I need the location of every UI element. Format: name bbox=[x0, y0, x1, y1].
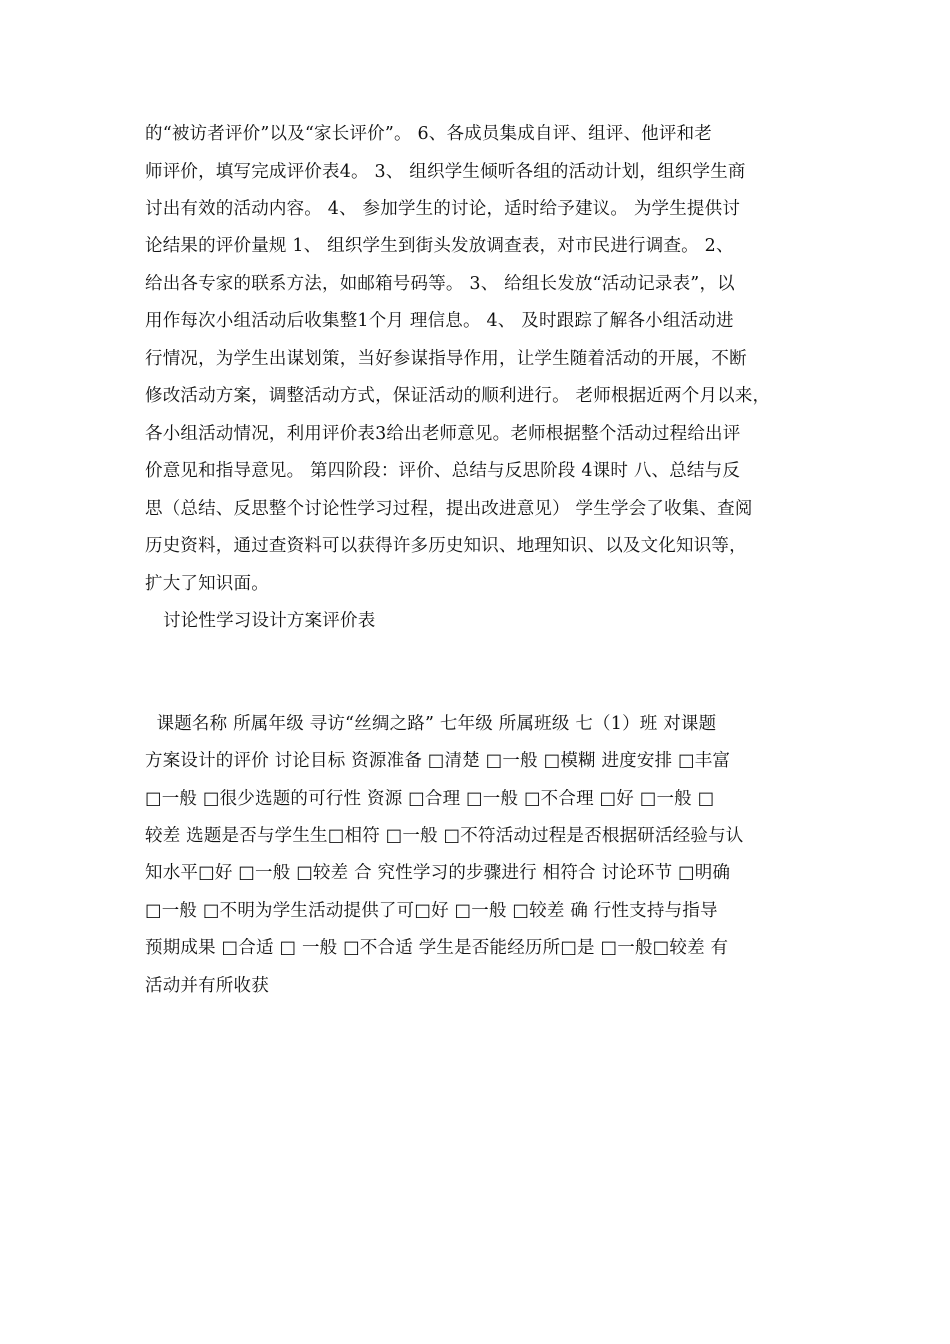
paragraph-line: 各小组活动情况，利用评价表3给出老师意见。老师根据整个活动过程给出评 bbox=[145, 424, 741, 444]
table-text-line: 活动并有所收获 bbox=[145, 976, 269, 996]
table-text-line: 较差 选题是否与学生生□相符 □一般 □不符活动过程是否根据研活经验与认 bbox=[145, 826, 744, 846]
table-text-line: □一般 □不明为学生活动提供了可□好 □一般 □较差 确 行性支持与指导 bbox=[145, 901, 718, 921]
paragraph-line: 行情况，为学生出谋划策，当好参谋指导作用，让学生随着活动的开展，不断 bbox=[145, 349, 747, 369]
table-text-line: □一般 □很少选题的可行性 资源 □合理 □一般 □不合理 □好 □一般 □ bbox=[145, 789, 715, 809]
paragraph-line: 思（总结、反思整个讨论性学习过程，提出改进意见） 学生学会了收集、查阅 bbox=[145, 499, 753, 519]
paragraph-line: 扩大了知识面。 bbox=[145, 574, 269, 594]
paragraph-line: 给出各专家的联系方法，如邮箱号码等。 3、 给组长发放“活动记录表”，以 bbox=[145, 274, 735, 294]
table-text-line: 预期成果 □合适 □ 一般 □不合适 学生是否能经历所□是 □一般□较差 有 bbox=[145, 938, 729, 958]
table-text-line: 课题名称 所属年级 寻访“丝绸之路” 七年级 所属班级 七（1）班 对课题 bbox=[145, 714, 717, 734]
paragraph-line: 用作每次小组活动后收集整1个月 理信息。 4、 及时跟踪了解各小组活动进 bbox=[145, 311, 734, 331]
paragraph-line: 讨出有效的活动内容。 4、 参加学生的讨论，适时给予建议。 为学生提供讨 bbox=[145, 199, 741, 219]
table-text-line: 方案设计的评价 讨论目标 资源准备 □清楚 □一般 □模糊 进度安排 □丰富 bbox=[145, 751, 731, 771]
paragraph-line: 师评价，填写完成评价表4。 3、 组织学生倾听各组的活动计划，组织学生商 bbox=[145, 162, 746, 182]
table-title: 讨论性学习设计方案评价表 bbox=[163, 611, 376, 631]
table-text-line: 知水平□好 □一般 □较差 合 究性学习的步骤进行 相符合 讨论环节 □明确 bbox=[145, 863, 731, 883]
paragraph-line: 的“被访者评价”以及“家长评价”。 6、各成员集成自评、组评、他评和老 bbox=[145, 124, 712, 144]
paragraph-line: 论结果的评价量规 1、 组织学生到街头发放调查表，对市民进行调查。 2、 bbox=[145, 236, 734, 256]
paragraph-line: 历史资料，通过查资料可以获得许多历史知识、地理知识、以及文化知识等， bbox=[145, 536, 747, 556]
paragraph-line: 修改活动方案，调整活动方式，保证活动的顺利进行。 老师根据近两个月以来， bbox=[145, 386, 771, 406]
paragraph-line: 价意见和指导意见。 第四阶段：评价、总结与反思阶段 4课时 八、总结与反 bbox=[145, 461, 741, 481]
